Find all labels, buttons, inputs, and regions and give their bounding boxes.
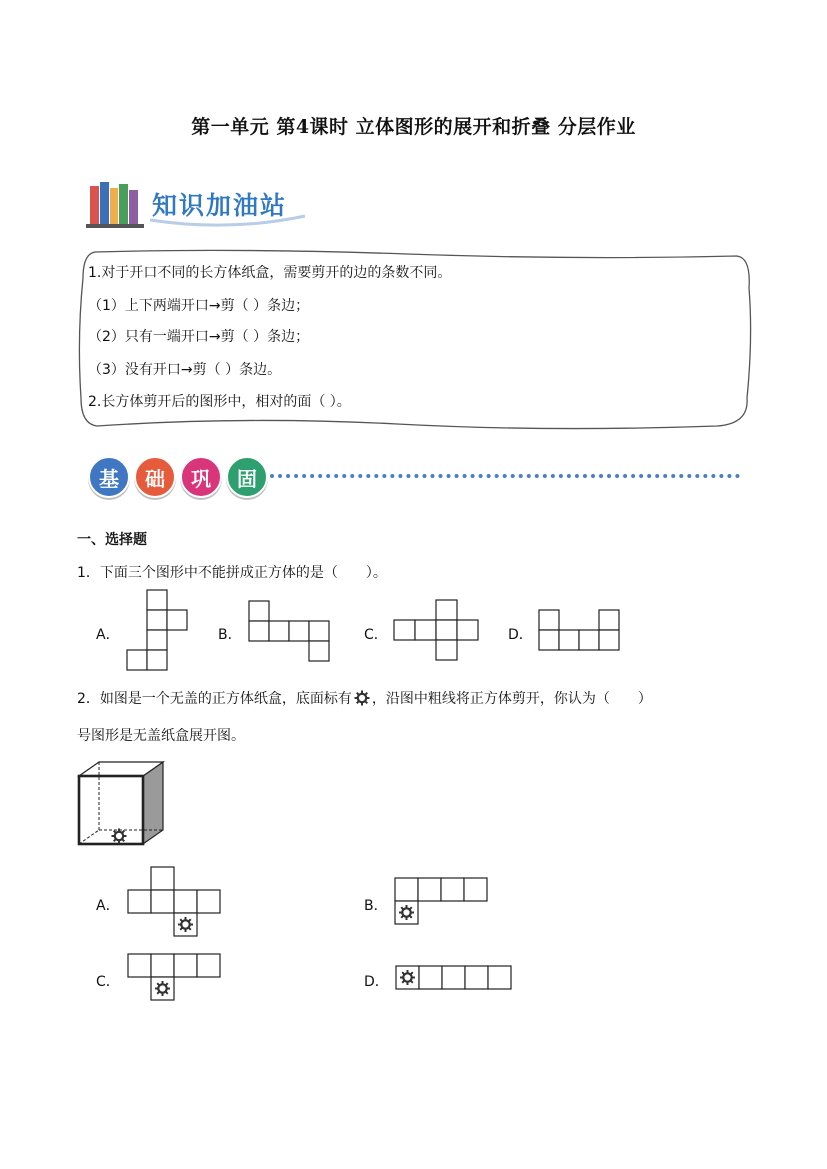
open-cube-figure <box>77 760 169 850</box>
knowledge-line-2: （1）上下两端开口→剪（ ）条边； <box>88 298 310 314</box>
q1-net-a[interactable] <box>126 589 190 673</box>
q1-net-c[interactable] <box>393 599 481 663</box>
q2-net-d[interactable] <box>395 965 517 993</box>
q2-option-a-label[interactable]: A． <box>96 898 120 914</box>
q1-option-d-label[interactable]: D． <box>508 627 533 643</box>
banner-char-1: 基 <box>88 456 130 498</box>
question-1-text: 1．下面三个图形中不能拼成正方体的是（ ）。 <box>77 565 387 581</box>
banner-dotted-line <box>270 474 740 478</box>
q2-net-c[interactable] <box>126 953 226 1003</box>
question-2-text <box>77 688 652 708</box>
gear-icon <box>354 690 370 706</box>
knowledge-line-1: 1.对于开口不同的长方体纸盒，需要剪开的边的条数不同。 <box>88 265 452 281</box>
gear-icon <box>112 829 127 844</box>
q2-text-part-1: 2．如图是一个无盖的正方体纸盒，底面标有 <box>77 691 352 707</box>
q1-net-b[interactable] <box>248 600 334 664</box>
banner-char-2: 础 <box>134 456 176 498</box>
section-heading: 一、选择题 <box>77 532 147 548</box>
knowledge-banner-label: 知识加油站 <box>152 191 288 220</box>
q2-net-a[interactable] <box>126 866 226 938</box>
q2-text-part-2: ，沿图中粗线将正方体剪开，你认为（ ） <box>371 691 652 707</box>
q1-option-c-label[interactable]: C． <box>364 627 388 643</box>
q2-option-c-label[interactable]: C． <box>96 974 120 990</box>
q1-option-a-label[interactable]: A． <box>96 627 120 643</box>
knowledge-line-5: 2.长方体剪开后的图形中，相对的面（ ）。 <box>88 394 351 410</box>
banner-char-3: 巩 <box>180 456 222 498</box>
basic-banner <box>88 456 268 498</box>
q2-net-b[interactable] <box>394 877 492 927</box>
knowledge-line-4: （3）没有开口→剪（ ）条边。 <box>88 362 282 378</box>
q2-option-d-label[interactable]: D． <box>364 974 389 990</box>
q1-net-d[interactable] <box>538 609 624 653</box>
page-title: 第一单元 第4课时 立体图形的展开和折叠 分层作业 <box>191 116 636 138</box>
knowledge-line-3: （2）只有一端开口→剪（ ）条边； <box>88 329 310 345</box>
q2-option-b-label[interactable]: B． <box>364 898 388 914</box>
banner-char-4: 固 <box>226 456 268 498</box>
question-2-text-line-2: 号图形是无盖纸盒展开图。 <box>77 728 245 744</box>
q1-option-b-label[interactable]: B． <box>218 627 242 643</box>
